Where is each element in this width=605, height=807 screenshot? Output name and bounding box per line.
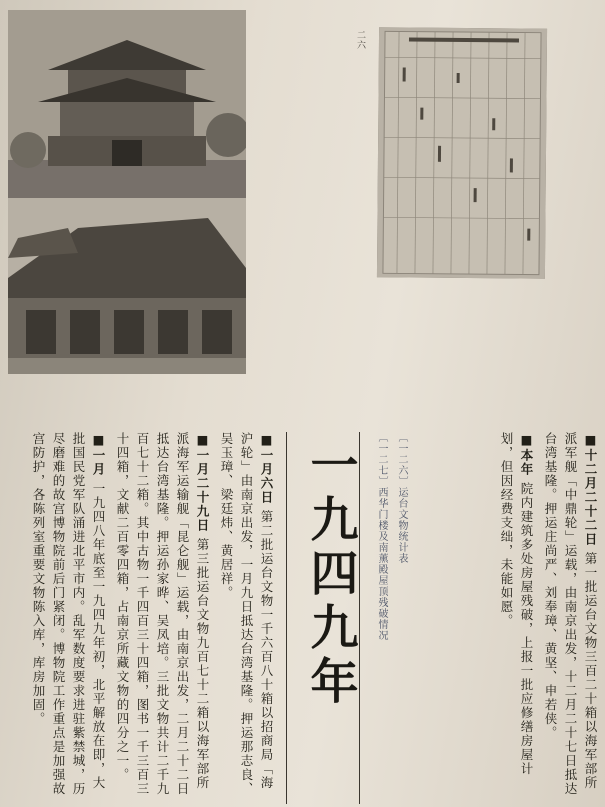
entry-date: ■十二月二十二日 <box>583 432 598 547</box>
entry-date: ■一月 <box>91 432 106 477</box>
photo-damaged-hall <box>8 198 246 374</box>
entry-this-year <box>496 432 536 802</box>
damaged-hall-image <box>8 198 246 374</box>
page-number: 二六 <box>355 30 365 50</box>
entry-text: 院内建筑多处房屋残破，上报一批应修缮房屋计划，但因经费支绌，未能如愿。 <box>499 432 534 776</box>
entry-date: ■一月二十九日 <box>195 432 210 533</box>
entry-jan-6 <box>216 432 276 802</box>
caption-damaged-roof: 〔一二七〕西华门楼及南薰殿屋顶残破情况 <box>376 432 387 641</box>
entry-january <box>28 432 108 802</box>
entry-text: 第二批运台文物一千六百八十箱以招商局「海沪轮」由南京出发，一月九日抵达台湾基隆。押运那志良、吴玉璋、梁廷炜、黄居祥。 <box>219 432 274 796</box>
photo-statistics-table <box>377 27 547 278</box>
entry-date: ■本年 <box>519 432 534 477</box>
left-text-column <box>6 432 276 802</box>
entry-text: 第一批运台文物三百二十箱以海军部所派军舰「中鼎轮」运载，由南京出发，十二月二十七日抵达台湾基隆。押运庄尚严、刘奉璋、黄坚、申若侠。 <box>543 432 598 796</box>
entry-text: 第三批运台文物九百七十二箱以海军部所派海军运输舰「昆仑舰」运载，由南京出发，二月二十二日抵达台湾基隆。押运孙家晔、吴凤培。三批文物共计二千九百七十二箱。其中古物一千四百三十四箱，图书一千三百三十四箱，文献二百零四箱，占南京所藏文物的四分之一。 <box>115 432 210 796</box>
entry-jan-29 <box>112 432 212 802</box>
right-text-column <box>362 432 600 802</box>
photo-gate-tower <box>8 10 246 198</box>
entry-date: ■一月六日 <box>259 432 274 505</box>
year-title: 一九四九年 <box>302 440 358 710</box>
caption-statistics-table: 〔一二六〕运台文物统计表 <box>396 432 407 564</box>
gate-tower-image <box>8 10 246 198</box>
entry-text: 一九四八年底至一九四九年初，北平解放在即，大批国民党军队涌进北平市内。乱军数度要求进驻紫禁城，历尽磨难的故宫博物院前后门紧闭。博物院工作重点是加强故宫防护，各陈列室重要文物陈入库，库房加固。 <box>31 432 106 796</box>
entry-dec-22 <box>540 432 600 802</box>
statistics-table-image <box>377 27 547 278</box>
